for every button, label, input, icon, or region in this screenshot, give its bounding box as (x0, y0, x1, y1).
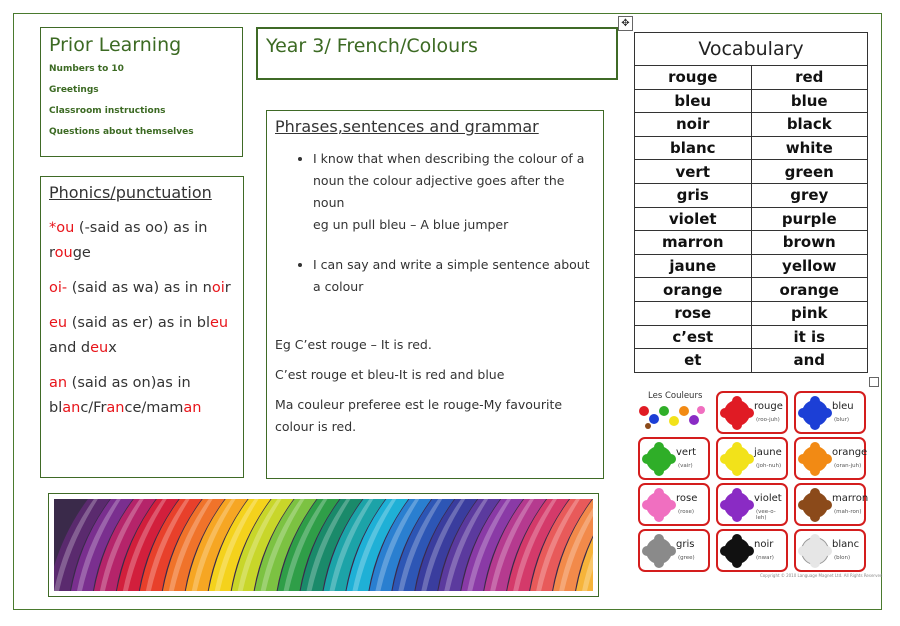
vocabulary-table (634, 32, 868, 373)
vocab-row (635, 231, 868, 255)
resize-handle-icon[interactable] (869, 377, 879, 387)
colour-card (794, 483, 869, 526)
colour-pronunciation: (joh-nuh) (756, 463, 782, 469)
colour-card (716, 483, 788, 526)
copyright-text: Copyright © 2010 Language Magnet Ltd. All Rights Reserved (760, 573, 883, 578)
prior-item: Greetings (49, 85, 99, 95)
colour-card (794, 529, 866, 572)
title-box (256, 27, 618, 80)
vocab-row (635, 207, 868, 231)
example-sentence: Eg C’est rouge – It is red. (275, 337, 432, 352)
vocab-row (635, 113, 868, 137)
vocab-row (635, 278, 868, 302)
vocab-french: vert (635, 160, 752, 184)
paint-splat-icon (724, 400, 750, 426)
paint-splat-icon (802, 492, 828, 518)
vocab-english: white (751, 136, 868, 160)
phrase-bullet: • I know that when describing the colour of a noun the colour adjective goes after the noun eg un pull bleu – A blue jumper (313, 148, 595, 236)
colour-card (638, 483, 710, 526)
colour-word: bleu (832, 401, 854, 412)
vocab-row (635, 349, 868, 373)
phrase-bullet: • I can say and write a simple sentence about a colour (313, 254, 595, 298)
prior-item: Questions about themselves (49, 127, 194, 137)
colour-pronunciation: (vee-o-leh) (756, 509, 776, 521)
colour-word: jaune (754, 447, 782, 458)
move-handle-icon[interactable]: ✥ (618, 16, 633, 31)
vocab-french: rouge (635, 66, 752, 90)
paint-splat-icon (802, 446, 828, 472)
prior-learning-title: Prior Learning (49, 34, 182, 56)
vocab-french: violet (635, 207, 752, 231)
phrases-title: Phrases,sentences and grammar (275, 117, 539, 136)
vocab-row (635, 254, 868, 278)
colour-pronunciation: (vair) (678, 463, 693, 469)
colour-pronunciation: (oran-juh) (834, 463, 862, 469)
vocab-french: bleu (635, 89, 752, 113)
colour-word: rose (676, 493, 698, 504)
chart-title: Les Couleurs (648, 391, 703, 401)
vocab-french: jaune (635, 254, 752, 278)
paint-splat-icon (802, 538, 828, 564)
vocab-english: it is (751, 325, 868, 349)
phonics-rule: an (said as on)as in blanc/France/maman (49, 375, 202, 416)
vocab-english: yellow (751, 254, 868, 278)
colour-pronunciation: (blur) (834, 417, 850, 423)
prior-learning-box (40, 27, 243, 157)
vocab-row (635, 89, 868, 113)
vocab-french: rose (635, 301, 752, 325)
vocab-row (635, 183, 868, 207)
prior-item: Classroom instructions (49, 106, 166, 116)
vocab-row (635, 160, 868, 184)
vocab-english: red (751, 66, 868, 90)
colouring-pencils-image (48, 493, 599, 597)
vocab-french: et (635, 349, 752, 373)
colour-word: rouge (754, 401, 783, 412)
vocab-row (635, 136, 868, 160)
phrases-box (266, 110, 604, 479)
vocab-french: noir (635, 113, 752, 137)
colour-card (794, 437, 866, 480)
vocab-english: grey (751, 183, 868, 207)
vocab-row (635, 325, 868, 349)
colour-word: orange (832, 447, 868, 458)
colour-word: gris (676, 539, 695, 550)
colour-card (638, 437, 710, 480)
paint-splat-icon (724, 538, 750, 564)
colour-card (716, 391, 788, 434)
paint-splat-icon (802, 400, 828, 426)
colour-card (716, 437, 788, 480)
paint-splat-icon (724, 446, 750, 472)
vocab-english: orange (751, 278, 868, 302)
colour-pronunciation: (blon) (834, 555, 851, 561)
vocab-english: and (751, 349, 868, 373)
colour-card (716, 529, 788, 572)
vocab-english: blue (751, 89, 868, 113)
colour-pronunciation: (rose) (678, 509, 695, 515)
colour-card (794, 391, 866, 434)
colour-word: violet (754, 493, 782, 504)
colour-word: marron (832, 493, 869, 504)
phonics-title: Phonics/punctuation (49, 183, 212, 202)
page-title: Year 3/ French/Colours (266, 35, 478, 57)
colour-pronunciation: (gree) (678, 555, 695, 561)
vocab-english: black (751, 113, 868, 137)
paint-splat-icon (646, 492, 672, 518)
phonics-box (40, 176, 244, 478)
example-sentence: C’est rouge et bleu-It is red and blue (275, 367, 505, 382)
vocab-english: pink (751, 301, 868, 325)
paint-splat-icon (724, 492, 750, 518)
colour-card (638, 529, 710, 572)
vocab-english: purple (751, 207, 868, 231)
phonics-rule: oi- (said as wa) as in noir (49, 280, 231, 296)
colour-pronunciation: (roo-juh) (756, 417, 780, 423)
colour-pronunciation: (mah-ron) (834, 509, 862, 515)
colour-word: vert (676, 447, 697, 458)
vocab-row (635, 301, 868, 325)
prior-item: Numbers to 10 (49, 64, 124, 74)
phonics-rule: *ou (-said as oo) as in rouge (49, 220, 208, 261)
vocab-french: orange (635, 278, 752, 302)
colour-chart (636, 387, 883, 580)
colour-pronunciation: (nwar) (756, 555, 774, 561)
vocab-french: gris (635, 183, 752, 207)
vocab-french: marron (635, 231, 752, 255)
paint-splat-icon (646, 446, 672, 472)
paint-splat-icon (646, 538, 672, 564)
paint-dots-icon (638, 401, 706, 431)
vocab-english: green (751, 160, 868, 184)
example-sentence: Ma couleur preferee est le rouge-My favourite colour is red. (275, 397, 563, 434)
vocabulary-title: Vocabulary (635, 33, 868, 66)
vocab-french: blanc (635, 136, 752, 160)
vocab-english: brown (751, 231, 868, 255)
vocab-row (635, 66, 868, 90)
phonics-rule: eu (said as er) as in bleu and deux (49, 315, 229, 356)
colour-word: blanc (832, 539, 860, 550)
vocab-french: c’est (635, 325, 752, 349)
colour-word: noir (754, 539, 774, 550)
